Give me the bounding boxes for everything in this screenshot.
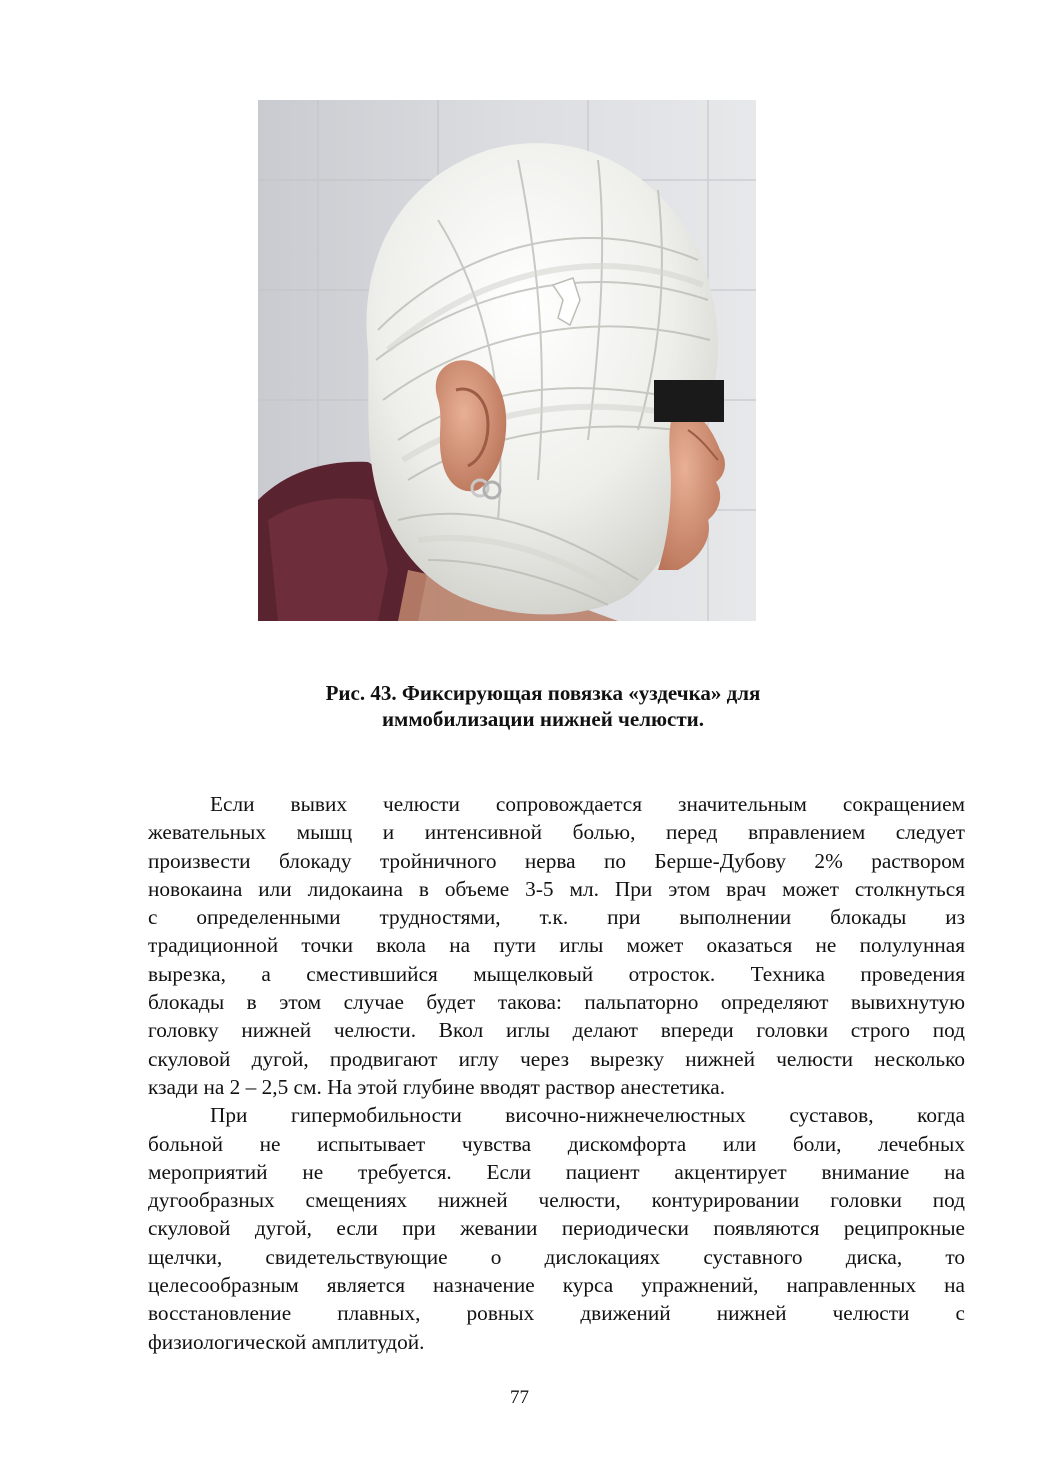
text-line: с определенными трудностями, т.к. при выполнении блокады из <box>148 905 965 930</box>
text-line: мероприятий не требуется. Если пациент акцентирует внимание на <box>148 1159 965 1184</box>
text-line: кзади на 2 – 2,5 см. На этой глубине вводят раствор анестетика. <box>148 1074 726 1099</box>
figure-caption <box>148 680 938 732</box>
text-line: скуловой дугой, продвигают иглу через вырезку нижней челюсти несколько <box>148 1046 965 1071</box>
paragraph-2 <box>148 1101 965 1356</box>
censor-bar <box>654 380 724 422</box>
text-line: щелчки, свидетельствующие о дислокациях суставного диска, то <box>148 1244 965 1269</box>
caption-line-2: иммобилизации нижней челюсти. <box>381 707 705 731</box>
text-line: физиологической амплитудой. <box>148 1329 425 1354</box>
text-line: больной не испытывает чувства дискомфорта или боли, лечебных <box>148 1131 965 1156</box>
text-line: жевательных мышц и интенсивной болью, перед вправлением следует <box>148 820 965 845</box>
body-text <box>148 790 965 1356</box>
page-number: 77 <box>510 1387 529 1408</box>
text-line: вырезка, а сместившийся мыщелковый отросток. Техника проведения <box>148 961 965 986</box>
caption-line-1: Рис. 43. Фиксирующая повязка «уздечка» для <box>325 681 761 705</box>
text-line: восстановление плавных, ровных движений нижней челюсти с <box>148 1301 965 1326</box>
text-line: произвести блокаду тройничного нерва по Берше-Дубову 2% раствором <box>148 848 965 873</box>
text-line: блокады в этом случае будет такова: пальпаторно определяют вывихнутую <box>148 990 965 1015</box>
paragraph-1 <box>148 790 965 1101</box>
text-line: Если вывих челюсти сопровождается значительным сокращением <box>210 792 965 816</box>
text-line: скуловой дугой, если при жевании периодически появляются реципрокные <box>148 1216 965 1241</box>
text-line: новокаина или лидокаина в объеме 3-5 мл. При этом врач может столкнуться <box>148 876 965 901</box>
figure-photo <box>258 100 756 621</box>
text-line: дугообразных смещениях нижней челюсти, контурировании головки под <box>148 1188 965 1213</box>
text-line: традиционной точки вкола на пути иглы может оказаться не полулунная <box>148 933 965 958</box>
text-line: целесообразным является назначение курса упражнений, направленных на <box>148 1273 965 1298</box>
text-line: При гипермобильности височно-нижнечелюстных суставов, когда <box>210 1103 965 1128</box>
text-line: головку нижней челюсти. Вкол иглы делают впереди головки строго под <box>148 1018 965 1043</box>
bandaged-head-photo <box>258 100 756 621</box>
